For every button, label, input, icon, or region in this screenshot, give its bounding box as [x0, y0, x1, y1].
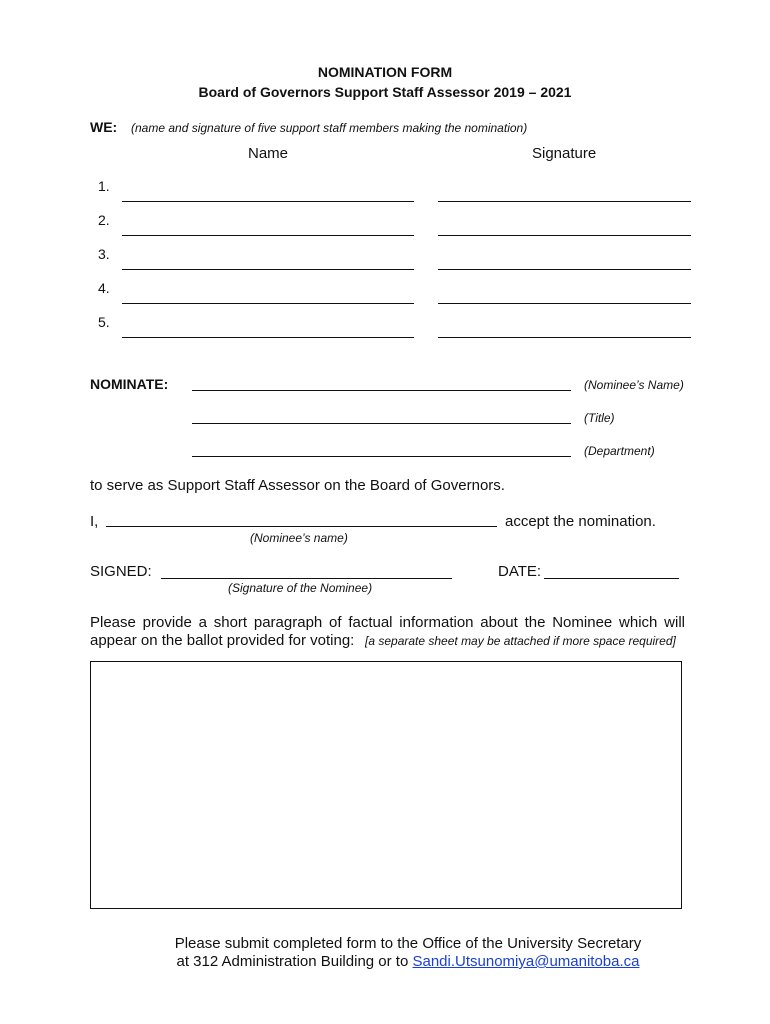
nominee-signature-field[interactable]	[161, 578, 452, 579]
nominator-3-signature-field[interactable]	[438, 269, 691, 270]
serve-statement: to serve as Support Staff Assessor on the Board of Governors.	[90, 477, 505, 494]
form-title: NOMINATION FORM	[317, 64, 453, 80]
acceptance-nominee-hint: (Nominee’s name)	[250, 531, 348, 545]
row-number: 4.	[98, 280, 110, 296]
nominator-3-name-field[interactable]	[122, 269, 414, 270]
row-number: 3.	[98, 246, 110, 262]
date-label: DATE:	[498, 563, 542, 580]
date-field[interactable]	[544, 578, 679, 579]
row-number: 5.	[98, 314, 110, 330]
nominee-title-hint: (Title)	[584, 411, 615, 425]
info-instruction-line2: appear on the ballot provided for voting:	[90, 632, 355, 649]
acceptance-nominee-name-field[interactable]	[106, 526, 497, 527]
nominee-title-field[interactable]	[192, 423, 571, 424]
nominator-4-name-field[interactable]	[122, 303, 414, 304]
nominator-5-name-field[interactable]	[122, 337, 414, 338]
nominee-name-hint: (Nominee’s Name)	[584, 378, 684, 392]
nominator-5-signature-field[interactable]	[438, 337, 691, 338]
nominee-name-field[interactable]	[192, 390, 571, 391]
nominee-info-textbox[interactable]	[90, 661, 682, 909]
footer-line1: Please submit completed form to the Office of the University Secretary	[174, 935, 642, 952]
form-subtitle: Board of Governors Support Staff Assessor 2019 – 2021	[198, 84, 572, 100]
footer-line2-prefix: at 312 Administration Building or to	[176, 953, 409, 970]
signature-column-header: Signature	[532, 145, 597, 162]
email-link[interactable]: Sandi.Utsunomiya@umanitoba.ca	[412, 953, 640, 970]
row-number: 1.	[98, 178, 110, 194]
name-column-header: Name	[248, 145, 289, 162]
nominate-label: NOMINATE:	[90, 376, 169, 392]
acceptance-suffix: accept the nomination.	[505, 513, 656, 530]
nominee-department-hint: (Department)	[584, 444, 655, 458]
info-instruction-line1: Please provide a short paragraph of factual information about the Nominee which will	[90, 614, 685, 631]
nominator-2-name-field[interactable]	[122, 235, 414, 236]
footer-line2	[0, 953, 770, 970]
we-hint: (name and signature of five support staff members making the nomination)	[131, 121, 528, 135]
nominee-department-field[interactable]	[192, 456, 571, 457]
info-note: [a separate sheet may be attached if more space required]	[365, 634, 676, 648]
we-label: WE:	[90, 119, 118, 135]
signature-hint: (Signature of the Nominee)	[228, 581, 373, 595]
nominator-1-name-field[interactable]	[122, 201, 414, 202]
nominator-1-signature-field[interactable]	[438, 201, 691, 202]
signed-label: SIGNED:	[90, 563, 152, 580]
acceptance-prefix: I,	[90, 513, 99, 530]
row-number: 2.	[98, 212, 110, 228]
nominator-4-signature-field[interactable]	[438, 303, 691, 304]
nominator-2-signature-field[interactable]	[438, 235, 691, 236]
